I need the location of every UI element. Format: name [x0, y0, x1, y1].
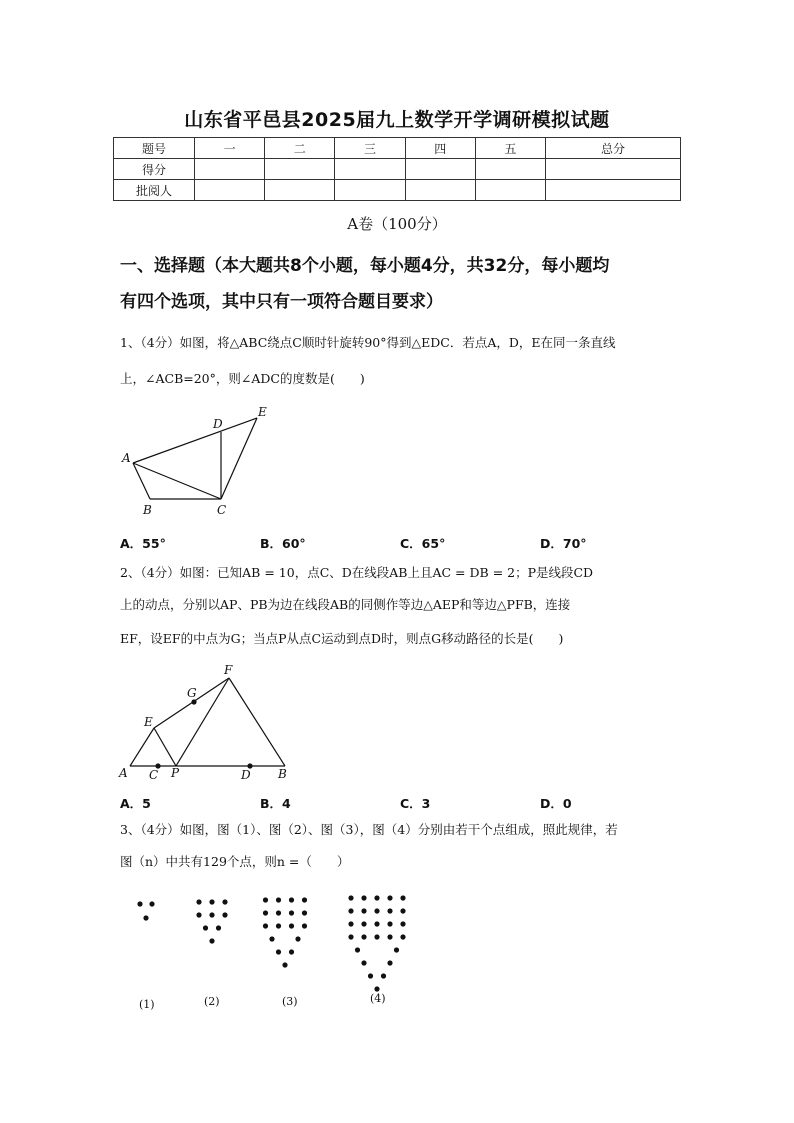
- pattern-2-dot: [196, 912, 201, 917]
- pattern-2-dot: [222, 899, 227, 904]
- pattern-4-dot: [387, 908, 392, 913]
- label-g: G: [187, 686, 197, 700]
- score-table-cell: 批阅人: [114, 180, 195, 201]
- segment-pf: [176, 678, 229, 766]
- part1-heading-line2: 有四个选项，其中只有一项符合题目要求）: [120, 292, 443, 312]
- pattern-3-dot: [276, 897, 281, 902]
- label-c: C: [217, 503, 227, 517]
- segment-fb: [229, 678, 285, 766]
- score-table-cell: 题号: [114, 138, 195, 159]
- option-c[interactable]: C．3: [400, 796, 431, 811]
- pattern-4-dot: [394, 947, 399, 952]
- pattern-3-dot: [263, 910, 268, 915]
- score-table-cell: [546, 180, 681, 201]
- section-a-heading: A卷（100分）: [347, 215, 447, 233]
- question-1-text-line2: 上，∠ACB=20°，则∠ADC的度数是( ): [120, 371, 365, 386]
- score-table-cell: [335, 180, 405, 201]
- segment-ae: [133, 418, 257, 463]
- figure-label-1: (1): [139, 998, 155, 1011]
- segment-ec: [221, 418, 257, 499]
- score-table-cell: 得分: [114, 159, 195, 180]
- pattern-4-dot: [381, 973, 386, 978]
- pattern-1-dot: [137, 901, 142, 906]
- score-table-cell: [405, 180, 475, 201]
- exam-title: 山东省平邑县2025届九上数学开学调研模拟试题: [184, 109, 610, 131]
- question-2-text-line3: EF，设EF的中点为G；当点P从点C运动到点D时，则点G移动路径的长是( ): [120, 631, 564, 646]
- option-b[interactable]: B．4: [260, 796, 291, 811]
- label-f: F: [224, 663, 233, 677]
- pattern-3-dot: [263, 923, 268, 928]
- label-p: P: [171, 766, 180, 780]
- option-d[interactable]: D．0: [540, 796, 572, 811]
- pattern-3-dot: [276, 910, 281, 915]
- score-table-row-reviewer: [114, 180, 681, 201]
- pattern-2-dot: [209, 938, 214, 943]
- pattern-3-dot: [269, 936, 274, 941]
- label-d: D: [241, 768, 251, 782]
- pattern-4-dot: [387, 921, 392, 926]
- pattern-4-dot: [374, 921, 379, 926]
- question-3-text-line2: 图（n）中共有129个点，则n =（ ）: [120, 854, 350, 869]
- segment-ac: [133, 463, 221, 499]
- option-d[interactable]: D．70°: [540, 536, 587, 551]
- pattern-4-dot: [348, 921, 353, 926]
- segment-ep: [154, 728, 176, 766]
- score-table-cell: 五: [475, 138, 545, 159]
- pattern-4-dot: [387, 960, 392, 965]
- pattern-4-dot: [361, 908, 366, 913]
- pattern-4-dot: [348, 908, 353, 913]
- pattern-2-dot: [209, 912, 214, 917]
- score-table-cell: [265, 180, 335, 201]
- score-table-cell: [265, 159, 335, 180]
- score-table-cell: 二: [265, 138, 335, 159]
- part1-heading-line1: 一、选择题（本大题共8个小题，每小题4分，共32分，每小题均: [120, 256, 610, 276]
- label-b: B: [143, 503, 152, 517]
- score-table-cell: 四: [405, 138, 475, 159]
- pattern-4-dot: [387, 895, 392, 900]
- label-a: A: [119, 766, 128, 780]
- label-e: E: [144, 715, 153, 729]
- question-3-text-line1: 3、（4分）如图，图（1）、图（2）、图（3），图（4）分别由若干个点组成，照此规律，若: [120, 822, 618, 837]
- score-table-cell: [195, 180, 265, 201]
- pattern-4-dot: [361, 921, 366, 926]
- pattern-2-dot: [222, 912, 227, 917]
- pattern-4-dot: [361, 895, 366, 900]
- score-table-cell: 一: [195, 138, 265, 159]
- question-2-text-line2: 上的动点，分别以AP、PB为边在线段AB的同侧作等边△AEP和等边△PFB，连接: [120, 597, 571, 612]
- label-d: D: [213, 417, 223, 431]
- pattern-3-dot: [276, 949, 281, 954]
- option-b[interactable]: B．60°: [260, 536, 306, 551]
- pattern-2-dot: [196, 899, 201, 904]
- pattern-4-dot: [348, 934, 353, 939]
- label-e: E: [258, 405, 267, 419]
- pattern-3-dot: [289, 949, 294, 954]
- pattern-3-dot: [289, 923, 294, 928]
- pattern-2-dot: [216, 925, 221, 930]
- pattern-4-dot: [374, 934, 379, 939]
- pattern-2-dot: [203, 925, 208, 930]
- figure-label-3: (3): [282, 995, 298, 1008]
- score-table-cell: [405, 159, 475, 180]
- pattern-4-dot: [374, 986, 379, 991]
- pattern-3-dot: [302, 897, 307, 902]
- question-1-text-line1: 1、（4分）如图，将△ABC绕点C顺时针旋转90°得到△EDC．若点A，D，E在同一条直线: [120, 335, 616, 350]
- label-a: A: [122, 451, 131, 465]
- question-1-figure: [115, 402, 275, 520]
- question-2-text-line1: 2、（4分）如图：已知AB = 10，点C、D在线段AB上且AC = DB = 2；P是线段CD: [120, 565, 594, 580]
- pattern-3-dot: [302, 910, 307, 915]
- option-a[interactable]: A．5: [120, 796, 151, 811]
- pattern-4-dot: [361, 960, 366, 965]
- question-2-options: [120, 794, 680, 812]
- score-table-cell: [335, 159, 405, 180]
- pattern-3-dot: [302, 923, 307, 928]
- pattern-3-dot: [295, 936, 300, 941]
- score-table-cell: [475, 180, 545, 201]
- score-table-cell: [546, 159, 681, 180]
- pattern-4-dot: [368, 973, 373, 978]
- score-table-cell: 三: [335, 138, 405, 159]
- pattern-4-dot: [400, 934, 405, 939]
- point-g: [191, 699, 196, 704]
- question-2-figure: [115, 660, 300, 785]
- score-table-cell: [195, 159, 265, 180]
- score-table: [113, 137, 681, 201]
- pattern-3-dot: [289, 910, 294, 915]
- pattern-4-dot: [400, 895, 405, 900]
- label-c: C: [149, 768, 159, 782]
- pattern-3-dot: [289, 897, 294, 902]
- pattern-4-dot: [355, 947, 360, 952]
- option-c[interactable]: C．65°: [400, 536, 446, 551]
- question-3-figure: [125, 888, 425, 1020]
- pattern-4-dot: [361, 934, 366, 939]
- pattern-4-dot: [374, 895, 379, 900]
- score-table-row-score: [114, 159, 681, 180]
- pattern-3-dot: [282, 962, 287, 967]
- pattern-1-dot: [149, 901, 154, 906]
- score-table-cell: [475, 159, 545, 180]
- pattern-3-dot: [263, 897, 268, 902]
- pattern-2-dot: [209, 899, 214, 904]
- label-b: B: [278, 767, 287, 781]
- figure-label-2: (2): [204, 995, 220, 1008]
- score-table-header-row: [114, 138, 681, 159]
- pattern-4-dot: [400, 921, 405, 926]
- option-a[interactable]: A．55°: [120, 536, 166, 551]
- pattern-4-dot: [348, 895, 353, 900]
- figure-label-4: (4): [370, 992, 386, 1005]
- pattern-4-dot: [387, 934, 392, 939]
- pattern-1-dot: [143, 915, 148, 920]
- question-1-options: [120, 534, 680, 552]
- pattern-4-dot: [374, 908, 379, 913]
- score-table-cell: 总分: [546, 138, 681, 159]
- pattern-4-dot: [400, 908, 405, 913]
- pattern-3-dot: [276, 923, 281, 928]
- segment-ae: [130, 728, 154, 766]
